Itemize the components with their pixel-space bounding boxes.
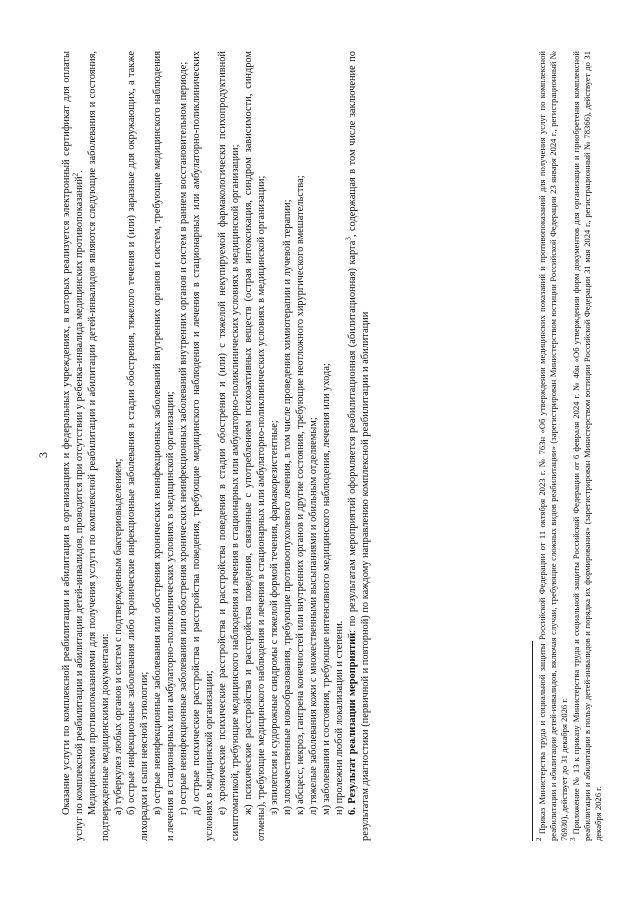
section-number: 6.: [347, 807, 358, 815]
list-item: и) злокачественные новообразования, требующие противоопухолевого лечения, в том числе проведения химиотерапии и лучевой терапии;: [282, 199, 293, 815]
list-item: д) острые психические расстройства и расстройства поведения, требующие медицинского наблюдения и лечения в стационарных или амбулаторно-поликлинических условиях в медицинской организации;: [191, 51, 215, 841]
paragraph-intro: Оказание услуги по комплексной реабилитации и абилитации в организациях и федеральных учреждениях, в которых реализуется электронный сертификат для оплаты услуг по комплексной реабилитации и абилитации детей-инвалидов, проводится при отсутствии у ребенка-инвалида медицинских противопоказаний$^2$.: [61, 51, 85, 841]
footnote: [571, 51, 604, 841]
footnote-mark: 3: [569, 837, 578, 841]
paragraph-result: [346, 51, 372, 841]
list-item: а) туберкулез любых органов и систем с подтвержденным бактериовыделением;: [113, 458, 124, 815]
footnote-text: Приложение № 13 к приказу Министерства труда и социальной защиты Российской Федерации от 6 февраля 2024 г. № 46н «Об утверждении форм документов для организации и приобретения комплексной реабилитации и абилитации в пользу детей-инвалидов и порядка их формирования» (зарегистрирован Министерством юстиции Российской Федерации 31 мая 2024 г., регистрационный № 78366), действует до 31 декабря 2026 г.: [571, 51, 603, 841]
list-item: з) эпилепсия и судорожные синдромы с тяжелой формой течения, фармакорезистентные;: [269, 420, 280, 815]
list-item: в) острые неинфекционные заболевания или обострения хронических неинфекционных заболеваний внутренних органов и систем, требующие медицинского наблюдения и лечения в стационарных или амбулаторно-поликлинических условиях в медицинской организации;: [152, 51, 176, 841]
paragraph-contraindications: Медицинскими противопоказаниями для получения услуги по комплексной реабилитации и абилитации детей-инвалидов являются следующие заболевания и состояния, подтвержденные медицинскими документами:: [87, 51, 111, 841]
section-text-cont: , содержащая в том числе заключение по результатам диагностики (первичной и повторной) по каждому направлению комплексной реабилитации и абилитации: [347, 51, 371, 841]
footnote-mark: 2: [535, 837, 544, 841]
main-text: [60, 51, 372, 841]
section-heading: Результат реализации мероприятий: [347, 632, 358, 804]
paragraph-intro-text: Оказание услуги по комплексной реабилитации и абилитации в организациях и федеральных учреждениях, в которых реализуется электронный сертификат для оплаты услуг по комплексной реабилитации и абилитации детей-инвалидов, проводится при отсутствии у ребенка-инвалида медицинских противопоказаний: [61, 51, 85, 841]
page-number: 3: [36, 452, 50, 458]
footnote-ref-2: 2: [71, 172, 80, 177]
footnote-text: Приказ Министерства труда и социальной защиты Российской Федерации от 11 октября 2023 г. № 763н «Об утверждении медицинских показаний и противопоказаний для получения услуг по комплексной реабилитации и абилитации детей-инвалидов, включая случаи, требующие сложных видов реабилитации» (зарегистрирован Министерством юстиции Российской Федерации 23 января 2024 г., регистрационный № 76930), действует до 31 декабря 2026 г.: [537, 51, 569, 841]
footnote-ref-3: 3: [344, 237, 353, 241]
list-item: г) острые неинфекционные заболевания или обострения хронических неинфекционных заболеваний внутренних органов и систем в раннем восстановительном периоде;: [178, 61, 189, 815]
footnote: [537, 51, 570, 841]
list-item: е) хронические психические расстройства и расстройства поведения в стадии обострения и (или) с тяжелой некупируемой фармакологически психопродуктивной симптоматикой, требующие медицинского наблюдения и лечения в стационарных или амбулаторно-поликлинических условиях в медицинской организации;: [217, 51, 241, 841]
footnote-divider: [532, 641, 533, 841]
footnotes: [532, 51, 605, 841]
list-item: ж) психические расстройства и расстройства поведения, связанные с употреблением психоактивных веществ (острая интоксикация, синдром зависимости, синдром отмены), требующие медицинского наблюдения и лечения в стационарных или амбулаторно-поликлинических условиях в медицинской организации;: [243, 51, 267, 841]
list-item: л) тяжелые заболевания кожи с множественными высыпаниями и обильным отделяемым;: [308, 417, 319, 815]
list-item: б) острые инфекционные заболевания либо хронические инфекционные заболевания в стадии обострения, тяжелого течения и (или) заразные для окружающих, а также лихорадки и сыпи неясной этиологии;: [126, 51, 150, 841]
list-item: н) пролежни любой локализации и степени.: [334, 620, 345, 815]
section-text: : по результатам мероприятий оформляется реабилитационная (абилитационная) карта: [347, 240, 358, 633]
list-item: к) абсцесс, некроз, гангрена конечностей или внутренних органов и другие состояния, требующие неотложного хирургического вмешательства;: [295, 175, 306, 815]
list-item: м) заболевания и состояния, требующие интенсивного медицинского наблюдения, лечения или ухода;: [321, 363, 332, 815]
